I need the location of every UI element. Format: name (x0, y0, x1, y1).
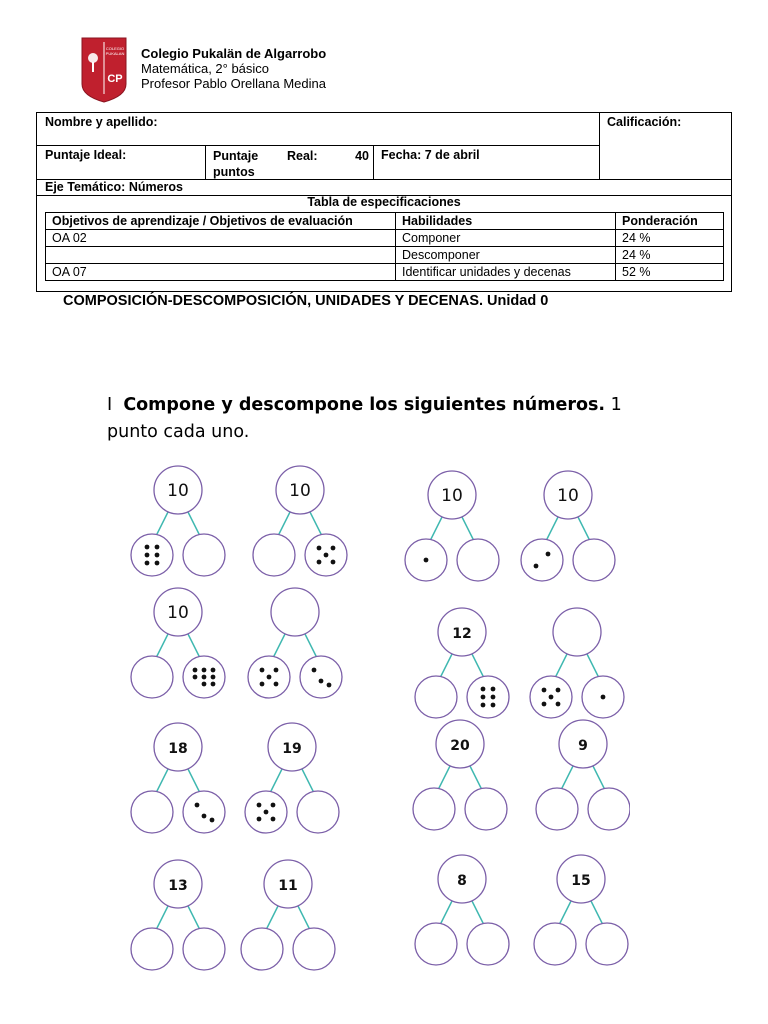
bond-line (302, 769, 314, 793)
number-bond (253, 466, 347, 576)
number-bond (245, 723, 339, 833)
dot (556, 702, 561, 707)
axis-label: Eje Temático: Números (45, 180, 184, 194)
number-bond (131, 723, 225, 833)
bond-line (156, 769, 168, 793)
number-bond (248, 588, 342, 698)
part-circle-left (131, 928, 173, 970)
table-row (46, 264, 724, 281)
whole-number: 18 (168, 741, 188, 757)
dot (202, 814, 207, 819)
part-circle-right (293, 928, 335, 970)
bond-line (266, 906, 278, 930)
part-circle-right (465, 788, 507, 830)
table-cell: OA 07 (46, 264, 396, 281)
dot (210, 818, 215, 823)
number-bond (415, 608, 509, 718)
school-header (141, 46, 326, 91)
table-cell (46, 247, 396, 264)
table-cell: Componer (396, 230, 616, 247)
part-circle-right (467, 923, 509, 965)
real-score-unit: puntos (213, 165, 255, 179)
dot (312, 668, 317, 673)
number-bond (131, 860, 225, 970)
bond-line (440, 654, 452, 678)
whole-number: 9 (578, 738, 588, 754)
real-score-label-1: Puntaje (213, 149, 259, 163)
dot (257, 817, 262, 822)
bond-line (310, 512, 322, 536)
bond-line (472, 654, 484, 678)
spec-header-objectives: Objetivos de aprendizaje / Objetivos de evaluación (46, 213, 396, 230)
dot (202, 682, 207, 687)
dot (542, 702, 547, 707)
bond-line (273, 634, 285, 658)
part-circle-left (534, 923, 576, 965)
bond-line (305, 634, 317, 658)
instruction-bold: Compone y descompone los siguientes números. (123, 395, 606, 415)
dot (260, 682, 265, 687)
number-bond (131, 588, 225, 698)
whole-number: 8 (457, 873, 467, 889)
whole-circle (271, 588, 319, 636)
svg-text:PUKALAN: PUKALAN (105, 51, 125, 56)
instruction (107, 392, 667, 446)
bond-line (270, 769, 282, 793)
grade-label: Calificación: (607, 115, 682, 129)
part-circle-left (413, 788, 455, 830)
dot (491, 695, 496, 700)
number-bond (415, 855, 509, 965)
dot (331, 560, 336, 565)
dot (202, 675, 207, 680)
number-bond (131, 466, 225, 576)
dot (211, 675, 216, 680)
table-cell: 24 % (616, 230, 724, 247)
dot (202, 668, 207, 673)
part-circle-right (297, 791, 339, 833)
table-row (46, 247, 724, 264)
dot (155, 561, 160, 566)
dot (155, 545, 160, 550)
spec-header-row (46, 213, 724, 230)
part-circle-left (131, 656, 173, 698)
dot (145, 545, 150, 550)
svg-text:COLEGIO: COLEGIO (105, 46, 125, 51)
date-label: Fecha: 7 de abril (381, 148, 480, 162)
number-bond (405, 471, 499, 581)
part-circle-right (588, 788, 630, 830)
bond-line (546, 517, 558, 541)
table-cell: OA 02 (46, 230, 396, 247)
bond-line (188, 906, 200, 930)
bond-line (593, 766, 605, 790)
bond-line (298, 906, 310, 930)
dot (424, 558, 429, 563)
whole-number: 11 (278, 878, 298, 894)
dot (317, 560, 322, 565)
dot (274, 682, 279, 687)
teacher-line: Profesor Pablo Orellana Medina (141, 76, 326, 91)
page-heading: COMPOSICIÓN-DESCOMPOSICIÓN, UNIDADES Y DECENAS. Unidad 0 (63, 293, 549, 309)
whole-number: 12 (452, 626, 472, 642)
dot (601, 695, 606, 700)
whole-number: 10 (167, 603, 189, 623)
bond-line (578, 517, 590, 541)
part-circle-right (183, 928, 225, 970)
subject-line: Matemática, 2° básico (141, 61, 270, 76)
part-circle-right (183, 791, 225, 833)
dot (534, 564, 539, 569)
dot (274, 668, 279, 673)
school-logo (80, 36, 128, 104)
dot (267, 675, 272, 680)
dot (271, 817, 276, 822)
dot (481, 695, 486, 700)
real-score-cell (207, 147, 373, 181)
dot (491, 703, 496, 708)
dot (211, 682, 216, 687)
spec-header-weight: Ponderación (616, 213, 724, 230)
bond-line (278, 512, 290, 536)
svg-text:CP: CP (107, 73, 123, 85)
bond-line (188, 512, 200, 536)
dot (327, 683, 332, 688)
dot (195, 803, 200, 808)
part-circle-left (253, 534, 295, 576)
bond-line (591, 901, 603, 925)
whole-number: 15 (571, 873, 591, 889)
real-score-value: 40 (355, 149, 369, 163)
number-bond (534, 855, 628, 965)
dot (491, 687, 496, 692)
bond-line (430, 517, 442, 541)
part-circle-right (573, 539, 615, 581)
dot (145, 553, 150, 558)
instruction-numeral: I (107, 395, 113, 415)
dot (155, 553, 160, 558)
table-cell: Descomponer (396, 247, 616, 264)
dot (546, 552, 551, 557)
bond-line (188, 769, 200, 793)
number-bond-diagrams (110, 452, 630, 972)
dot (264, 810, 269, 815)
part-circle-left (521, 539, 563, 581)
bond-line (561, 766, 573, 790)
part-circle-left (536, 788, 578, 830)
real-score-label-2: Real: (287, 149, 318, 163)
whole-number: 10 (557, 486, 579, 506)
dot (260, 668, 265, 673)
dot (145, 561, 150, 566)
part-circle-left (131, 791, 173, 833)
instruction-normal: 1 punto cada uno. (107, 395, 622, 442)
number-bond (530, 608, 624, 718)
dot (317, 546, 322, 551)
dot (542, 688, 547, 693)
table-cell: 52 % (616, 264, 724, 281)
whole-number: 19 (282, 741, 302, 757)
whole-number: 10 (441, 486, 463, 506)
dot (549, 695, 554, 700)
bond-line (156, 512, 168, 536)
bond-line (438, 766, 450, 790)
dot (211, 668, 216, 673)
bond-line (555, 654, 567, 678)
spec-header-skills: Habilidades (396, 213, 616, 230)
number-bond (413, 720, 507, 830)
whole-number: 13 (168, 878, 188, 894)
bond-line (462, 517, 474, 541)
spec-table-title: Tabla de especificaciones (307, 195, 461, 209)
number-bond (536, 720, 630, 830)
part-circle-left (415, 923, 457, 965)
part-circle-left (131, 534, 173, 576)
bond-line (559, 901, 571, 925)
dot (193, 668, 198, 673)
bond-line (472, 901, 484, 925)
dot (481, 703, 486, 708)
bond-line (188, 634, 200, 658)
whole-number: 20 (450, 738, 470, 754)
school-name: Colegio Pukalän de Algarrobo (141, 46, 327, 61)
dot (193, 675, 198, 680)
bond-line (156, 906, 168, 930)
table-cell: 24 % (616, 247, 724, 264)
dot (324, 553, 329, 558)
dot (556, 688, 561, 693)
name-label: Nombre y apellido: (45, 115, 158, 129)
part-circle-right (467, 676, 509, 718)
dot (271, 803, 276, 808)
whole-number: 10 (289, 481, 311, 501)
dot (319, 679, 324, 684)
dot (481, 687, 486, 692)
bond-line (587, 654, 599, 678)
bond-line (440, 901, 452, 925)
part-circle-right (300, 656, 342, 698)
part-circle-right (183, 534, 225, 576)
table-row (46, 230, 724, 247)
spec-table (45, 212, 724, 281)
ideal-score-label: Puntaje Ideal: (45, 148, 127, 162)
part-circle-right (457, 539, 499, 581)
dot (331, 546, 336, 551)
part-circle-left (241, 928, 283, 970)
number-bond (521, 471, 615, 581)
table-cell: Identificar unidades y decenas (396, 264, 616, 281)
info-table (36, 112, 732, 292)
part-circle-left (415, 676, 457, 718)
bond-line (470, 766, 482, 790)
dot (257, 803, 262, 808)
part-circle-right (586, 923, 628, 965)
bond-line (156, 634, 168, 658)
number-bond (241, 860, 335, 970)
whole-circle (553, 608, 601, 656)
whole-number: 10 (167, 481, 189, 501)
